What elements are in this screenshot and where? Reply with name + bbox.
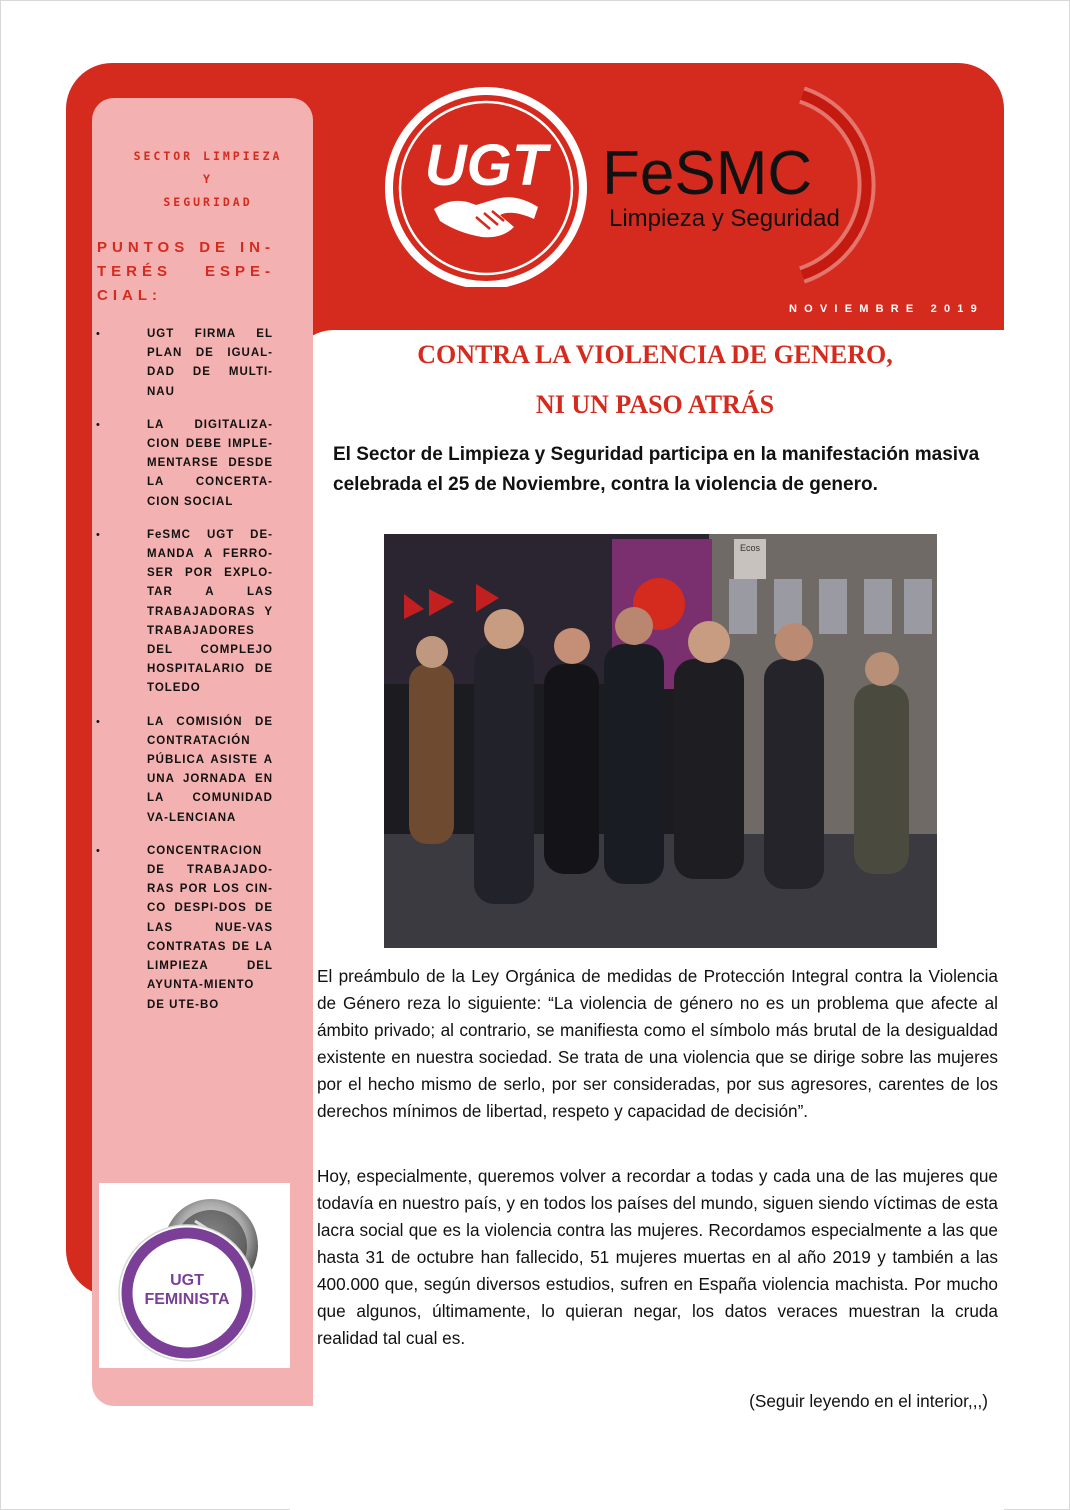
bullet-icon: • [96, 528, 100, 541]
bullet-icon: • [96, 418, 100, 431]
list-item[interactable] [96, 842, 276, 1015]
badge-bottom-text: DÍA INTERNACIONAL DE LA MUJER [149, 1328, 225, 1333]
list-item[interactable] [96, 416, 276, 512]
point-text: LA DIGITALIZA-CION DEBE IMPLE-MENTARSE DESDE LA CONCERTA-CION SOCIAL [147, 418, 273, 508]
badge-line1: UGT [170, 1272, 204, 1289]
list-item[interactable] [96, 713, 276, 828]
logo-ugt-text: UGT [424, 133, 548, 198]
article-paragraph-1: El preámbulo de la Ley Orgánica de medidas de Protección Integral contra la Violencia de Género reza lo siguiente: “La violencia de género no es un problema que afecte al ámbito privado; al contrario, se manifiesta como el símbolo más brutal de la desigualdad existente en nuestra sociedad. Se trata de una violencia que se dirige sobre las mujeres por el hecho mismo de serlo, por ser consideradas, por sus agresores, carentes de los derechos mínimos de libertad, respeto y capacidad de decisión”. [317, 966, 998, 1121]
article-paragraph-2: Hoy, especialmente, queremos volver a recordar a todas y cada una de las mujeres que todavía en nuestro país, y en todos los países del mundo, siguen siendo víctimas de esta lacra social que es la violencia contra las mujeres. Recordamos especialmente a las que hasta 31 de octubre han fallecido, 51 mujeres muertas en al año 2019 y también a las 400.000 que, según diversos estudios, sufren en España violencia machista. Por mucho que algunos, últimamente, lo quieran negar, los datos veraces muestran la cruda realidad tal cual es. [317, 1166, 998, 1348]
point-text: LA COMISIÓN DE CONTRATACIÓN PÚBLICA ASISTE A UNA JORNADA EN LA COMUNIDAD VA-LENCIANA [147, 715, 273, 824]
point-text: CONCENTRACION DE TRABAJADO-RAS POR LOS CIN-CO DESPI-DOS DE LAS NUE-VAS CONTRATAS DE LA LIMPIEZA DEL AYUNTA-MIENTO DE UTE-BO [147, 844, 273, 1011]
bullet-icon: • [96, 844, 100, 857]
ugt-fesmc-logo [384, 87, 904, 292]
headline-line2: NI UN PASO ATRÁS [535, 390, 775, 419]
headline-line1: CONTRA LA VIOLENCIA DE GENERO, [417, 340, 893, 369]
sector-title-line2: Y [203, 172, 213, 186]
badge-top-text: 8 DE MARZO [157, 1250, 217, 1261]
photo-sign-text: Ecos [740, 543, 761, 553]
bullet-icon: • [96, 715, 100, 728]
brand-name: FeSMC [602, 139, 813, 208]
brand-subtitle: Limpieza y Seguridad [609, 205, 840, 232]
subheadline: El Sector de Limpieza y Seguridad participa en la manifestación masiva celebrada el 25 de Noviembre, contra la violencia de genero. [333, 444, 980, 495]
issue-month: NOVIEMBRE 2019 [789, 303, 984, 315]
point-text: FeSMC UGT DE-MANDA A FERRO-SER POR EXPLO-TAR A LAS TRABAJADORAS Y TRABAJADORES DEL COMPLEJO HOSPITALARIO DE TOLEDO [147, 528, 273, 695]
interest-points-list [96, 325, 276, 1029]
list-item[interactable] [96, 325, 276, 402]
badge-line2: FEMINISTA [144, 1291, 230, 1308]
interest-heading: PUNTOS DE IN-TERÉS ESPE-CIAL: [97, 239, 275, 304]
sector-title-line1: SECTOR LIMPIEZA [133, 149, 283, 163]
demonstration-photo [384, 534, 937, 948]
sector-title [92, 145, 324, 214]
point-text: UGT FIRMA EL PLAN DE IGUAL-DAD DE MULTI-NAU [147, 328, 273, 398]
continue-reading-note: (Seguir leyendo en el interior,,,) [749, 1391, 988, 1411]
bullet-icon: • [96, 328, 100, 340]
sector-title-line3: SEGURIDAD [163, 195, 253, 209]
feminist-badge-image [99, 1183, 290, 1368]
badge-icon [99, 1183, 290, 1368]
list-item[interactable] [96, 526, 276, 699]
